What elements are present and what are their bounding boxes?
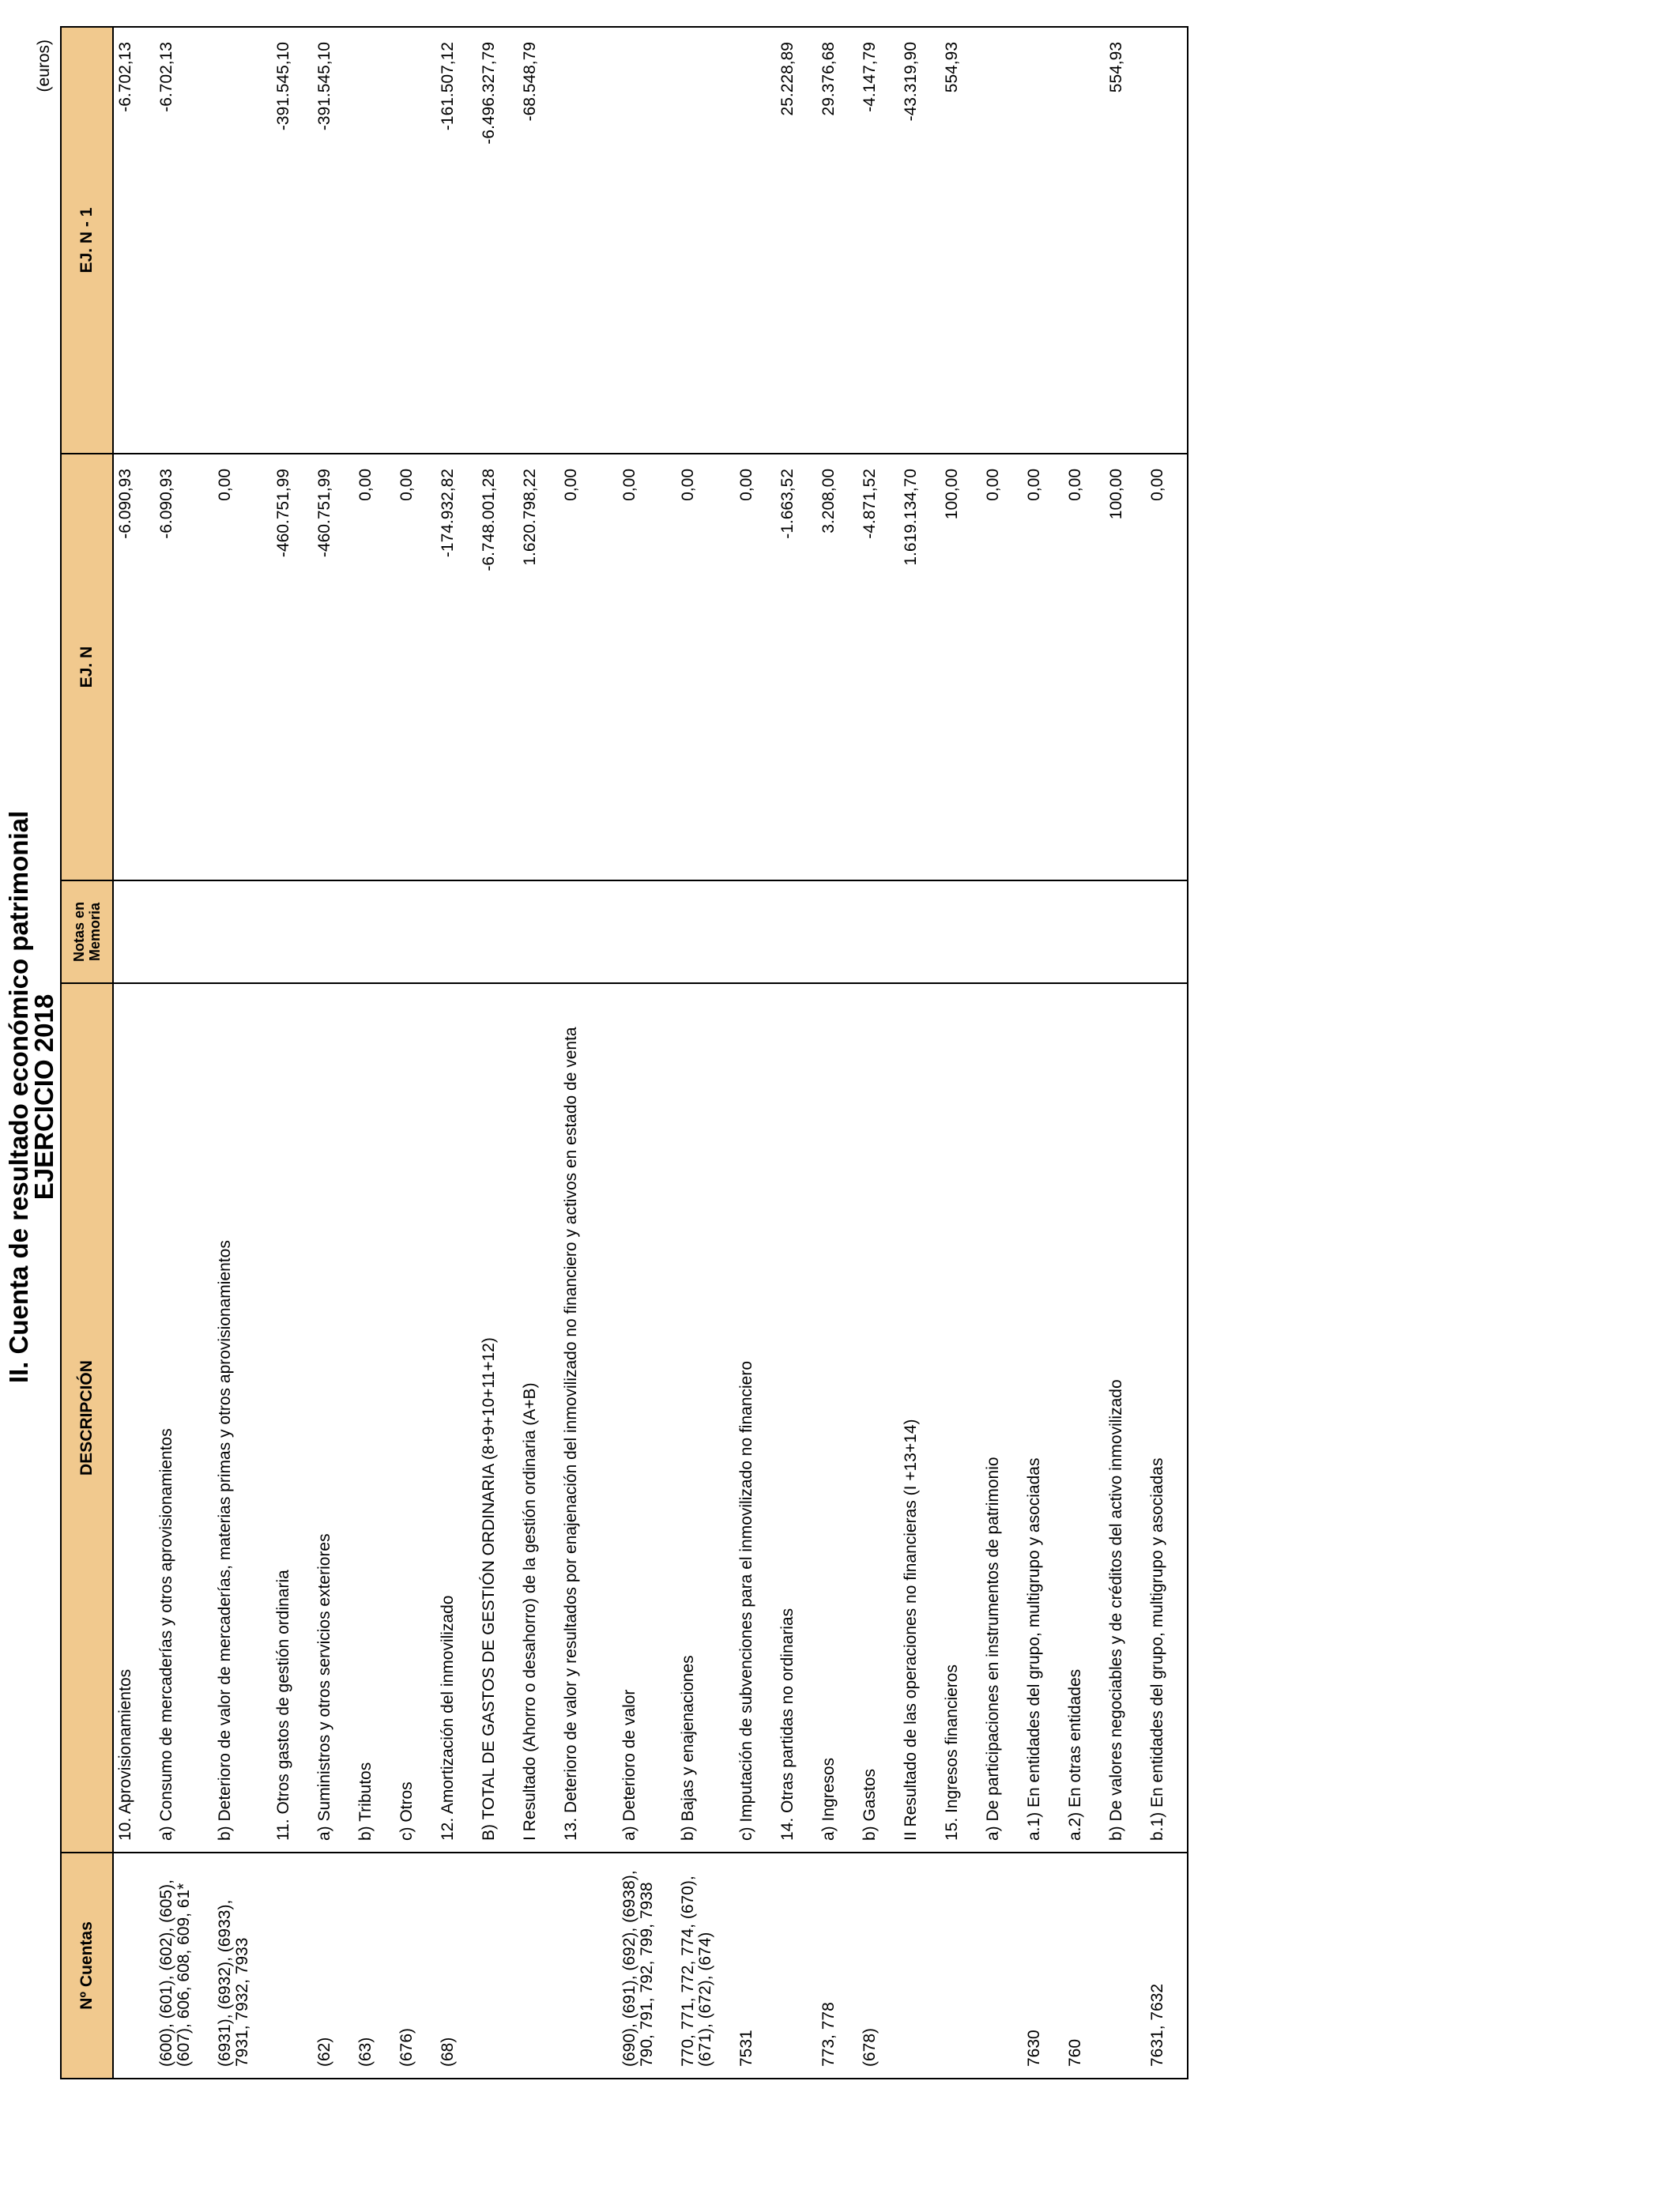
- cell-descripcion: 12. Amortización del inmovilizado: [436, 983, 477, 1853]
- cell-notas: [354, 880, 395, 983]
- table-body: [113, 27, 1188, 2079]
- cell-notas: [213, 880, 272, 983]
- cell-notas: [940, 880, 981, 983]
- cell-ej-n-1: [1023, 27, 1064, 454]
- cell-notas: [735, 880, 776, 983]
- cell-ej-n-1: [1146, 27, 1188, 454]
- cell-ej-n-1: -68.548,79: [518, 27, 559, 454]
- cell-ej-n: 0,00: [395, 454, 436, 880]
- cell-notas: [776, 880, 817, 983]
- cell-ej-n: 0,00: [1146, 454, 1188, 880]
- cell-cuentas: 7631, 7632: [1146, 1853, 1188, 2079]
- table-row: [981, 27, 1023, 2079]
- cell-ej-n: -6.090,93: [113, 454, 155, 880]
- cell-notas: [899, 880, 940, 983]
- col-header-cuentas: Nº Cuentas: [61, 1853, 113, 2079]
- cell-cuentas: [477, 1853, 518, 2079]
- cell-cuentas: 7531: [735, 1853, 776, 2079]
- col-header-descripcion: DESCRIPCIÓN: [61, 983, 113, 1853]
- table-row: [213, 27, 272, 2079]
- cell-ej-n: 1.620.798,22: [518, 454, 559, 880]
- cell-ej-n: 0,00: [559, 454, 618, 880]
- cell-descripcion: c) Imputación de subvenciones para el inmovilizado no financiero: [735, 983, 776, 1853]
- cell-ej-n-1: [735, 27, 776, 454]
- cell-ej-n: 0,00: [981, 454, 1023, 880]
- cell-ej-n: -1.663,52: [776, 454, 817, 880]
- table-row: [477, 27, 518, 2079]
- cell-cuentas: (62): [313, 1853, 354, 2079]
- cell-descripcion: a.1) En entidades del grupo, multigrupo y asociadas: [1023, 983, 1064, 1853]
- cell-ej-n: 0,00: [676, 454, 735, 880]
- cell-cuentas: (678): [858, 1853, 899, 2079]
- cell-ej-n: 1.619.134,70: [899, 454, 940, 880]
- cell-ej-n-1: [559, 27, 618, 454]
- table-row: [395, 27, 436, 2079]
- cell-cuentas: [899, 1853, 940, 2079]
- cell-notas: [518, 880, 559, 983]
- cell-cuentas: [559, 1853, 618, 2079]
- cell-ej-n-1: [676, 27, 735, 454]
- cell-ej-n-1: -6.702,13: [155, 27, 213, 454]
- cell-notas: [858, 880, 899, 983]
- cell-ej-n-1: -391.545,10: [272, 27, 313, 454]
- table-row: [113, 27, 155, 2079]
- table-row: [776, 27, 817, 2079]
- cell-ej-n: -460.751,99: [313, 454, 354, 880]
- page-title: II. Cuenta de resultado económico patrimonial: [4, 810, 33, 1384]
- col-header-ej-n: EJ. N: [61, 454, 113, 880]
- cell-cuentas: (63): [354, 1853, 395, 2079]
- cell-ej-n-1: [395, 27, 436, 454]
- cell-cuentas: [981, 1853, 1023, 2079]
- table-row: [155, 27, 213, 2079]
- cell-notas: [676, 880, 735, 983]
- cell-ej-n-1: [213, 27, 272, 454]
- cell-cuentas: [113, 1853, 155, 2079]
- cell-cuentas: 773, 778: [817, 1853, 858, 2079]
- table-row: [272, 27, 313, 2079]
- cell-descripcion: a) Deterioro de valor: [618, 983, 676, 1853]
- cell-ej-n: -6.748.001,28: [477, 454, 518, 880]
- cell-descripcion: b) De valores negociables y de créditos del activo inmovilizado: [1105, 983, 1146, 1853]
- cell-cuentas: 7630: [1023, 1853, 1064, 2079]
- cell-ej-n: 100,00: [1105, 454, 1146, 880]
- cell-cuentas: [518, 1853, 559, 2079]
- units-label: (euros): [35, 40, 53, 92]
- table-row: [559, 27, 618, 2079]
- cell-notas: [477, 880, 518, 983]
- table-row: [1105, 27, 1146, 2079]
- cell-cuentas: (600), (601), (602), (605), (607), 606, 608, 609, 61*: [155, 1853, 213, 2079]
- table-row: [1146, 27, 1188, 2079]
- table-header-row: [61, 27, 113, 2079]
- cell-notas: [272, 880, 313, 983]
- col-header-notas: Notas en Memoria: [61, 880, 113, 983]
- table-row: [899, 27, 940, 2079]
- cell-cuentas: [940, 1853, 981, 2079]
- cell-descripcion: a) Consumo de mercaderías y otros aprovisionamientos: [155, 983, 213, 1853]
- cell-ej-n-1: -43.319,90: [899, 27, 940, 454]
- cell-cuentas: [272, 1853, 313, 2079]
- cell-notas: [395, 880, 436, 983]
- cell-descripcion: 15. Ingresos financieros: [940, 983, 981, 1853]
- cell-ej-n-1: [618, 27, 676, 454]
- cell-descripcion: 13. Deterioro de valor y resultados por enajenación del inmovilizado no financiero y activos en estado de venta: [559, 983, 618, 1853]
- table-row: [1064, 27, 1105, 2079]
- cell-cuentas: (68): [436, 1853, 477, 2079]
- col-header-ej-n-1: EJ. N - 1: [61, 27, 113, 454]
- cell-cuentas: 760: [1064, 1853, 1105, 2079]
- cell-ej-n: -6.090,93: [155, 454, 213, 880]
- cell-descripcion: II Resultado de las operaciones no financieras (I +13+14): [899, 983, 940, 1853]
- cell-descripcion: 14. Otras partidas no ordinarias: [776, 983, 817, 1853]
- cell-descripcion: I Resultado (Ahorro o desahorro) de la gestión ordinaria (A+B): [518, 983, 559, 1853]
- cell-notas: [1064, 880, 1105, 983]
- cell-descripcion: 11. Otros gastos de gestión ordinaria: [272, 983, 313, 1853]
- results-table: [60, 26, 1188, 2079]
- table-row: [1023, 27, 1064, 2079]
- table-row: [676, 27, 735, 2079]
- cell-ej-n-1: 25.228,89: [776, 27, 817, 454]
- cell-ej-n: 100,00: [940, 454, 981, 880]
- cell-descripcion: b) Deterioro de valor de mercaderías, materias primas y otros aprovisionamientos: [213, 983, 272, 1853]
- page-subtitle: EJERCICIO 2018: [29, 993, 58, 1201]
- cell-ej-n-1: 554,93: [1105, 27, 1146, 454]
- cell-descripcion: b) Bajas y enajenaciones: [676, 983, 735, 1853]
- cell-ej-n: 0,00: [354, 454, 395, 880]
- cell-ej-n-1: [981, 27, 1023, 454]
- cell-ej-n: -460.751,99: [272, 454, 313, 880]
- cell-notas: [981, 880, 1023, 983]
- table-row: [858, 27, 899, 2079]
- cell-ej-n-1: [1064, 27, 1105, 454]
- table-row: [735, 27, 776, 2079]
- cell-ej-n-1: 554,93: [940, 27, 981, 454]
- cell-ej-n: 0,00: [1064, 454, 1105, 880]
- cell-notas: [155, 880, 213, 983]
- cell-descripcion: a) Ingresos: [817, 983, 858, 1853]
- cell-notas: [1146, 880, 1188, 983]
- cell-ej-n-1: -6.496.327,79: [477, 27, 518, 454]
- cell-ej-n: 0,00: [213, 454, 272, 880]
- cell-descripcion: b) Gastos: [858, 983, 899, 1853]
- table-row: [940, 27, 981, 2079]
- cell-ej-n: -174.932,82: [436, 454, 477, 880]
- cell-notas: [817, 880, 858, 983]
- cell-notas: [436, 880, 477, 983]
- cell-descripcion: B) TOTAL DE GASTOS DE GESTIÓN ORDINARIA (8+9+10+11+12): [477, 983, 518, 1853]
- table-row: [518, 27, 559, 2079]
- cell-notas: [559, 880, 618, 983]
- cell-notas: [1105, 880, 1146, 983]
- cell-notas: [313, 880, 354, 983]
- cell-ej-n: 0,00: [735, 454, 776, 880]
- cell-descripcion: b) Tributos: [354, 983, 395, 1853]
- cell-ej-n-1: -6.702,13: [113, 27, 155, 454]
- cell-descripcion: a) Suministros y otros servicios exteriores: [313, 983, 354, 1853]
- table-row: [618, 27, 676, 2079]
- cell-cuentas: [776, 1853, 817, 2079]
- table-row: [313, 27, 354, 2079]
- cell-ej-n-1: -161.507,12: [436, 27, 477, 454]
- cell-notas: [113, 880, 155, 983]
- table-row: [436, 27, 477, 2079]
- cell-ej-n: 0,00: [1023, 454, 1064, 880]
- cell-cuentas: 770, 771, 772, 774, (670), (671), (672), (674): [676, 1853, 735, 2079]
- table-row: [354, 27, 395, 2079]
- cell-descripcion: a) De participaciones en instrumentos de patrimonio: [981, 983, 1023, 1853]
- cell-cuentas: (6931), (6932), (6933), 7931, 7932, 7933: [213, 1853, 272, 2079]
- cell-ej-n-1: [354, 27, 395, 454]
- cell-cuentas: (676): [395, 1853, 436, 2079]
- table-row: [817, 27, 858, 2079]
- cell-ej-n-1: -4.147,79: [858, 27, 899, 454]
- cell-descripcion: 10. Aprovisionamientos: [113, 983, 155, 1853]
- cell-ej-n-1: -391.545,10: [313, 27, 354, 454]
- cell-ej-n: 0,00: [618, 454, 676, 880]
- cell-notas: [618, 880, 676, 983]
- cell-descripcion: b.1) En entidades del grupo, multigrupo y asociadas: [1146, 983, 1188, 1853]
- cell-ej-n: 3.208,00: [817, 454, 858, 880]
- cell-notas: [1023, 880, 1064, 983]
- cell-descripcion: a.2) En otras entidades: [1064, 983, 1105, 1853]
- cell-ej-n: -4.871,52: [858, 454, 899, 880]
- cell-cuentas: (690), (691), (692), (6938), 790, 791, 792, 799, 7938: [618, 1853, 676, 2079]
- cell-cuentas: [1105, 1853, 1146, 2079]
- cell-descripcion: c) Otros: [395, 983, 436, 1853]
- cell-ej-n-1: 29.376,68: [817, 27, 858, 454]
